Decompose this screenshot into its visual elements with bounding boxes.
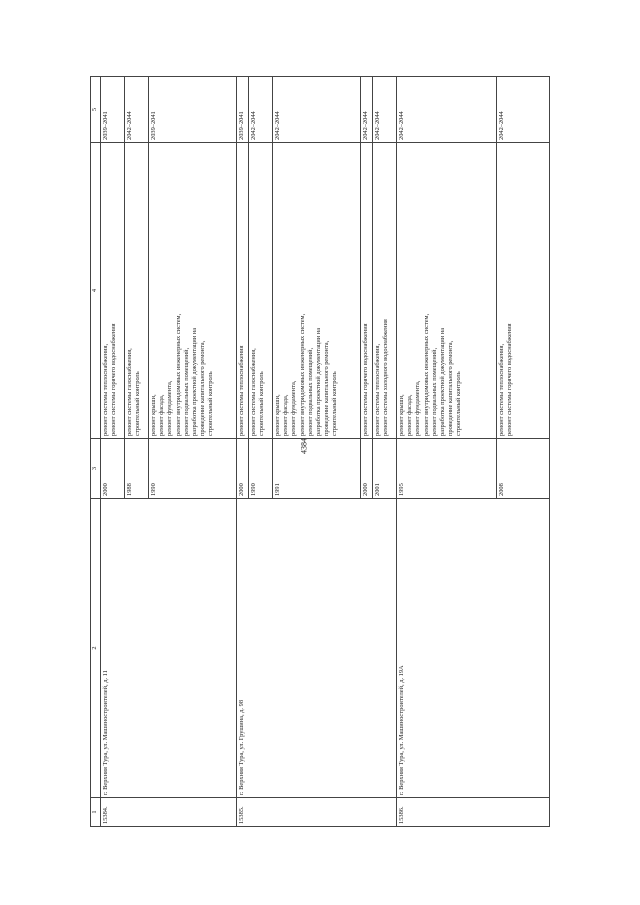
row-period: 2042–2044: [373, 77, 397, 143]
header-col-2: 2: [91, 499, 101, 798]
row-work: ремонт системы газоснабжения, строительный контроль: [125, 143, 149, 439]
page-number-text: 4384: [299, 438, 309, 454]
header-col-3: 3: [91, 439, 101, 499]
row-period: 2042–2044: [397, 77, 497, 143]
row-number: 15384.: [101, 798, 237, 827]
header-col-5: 5: [91, 77, 101, 143]
row-work: ремонт системы газоснабжения, строительный контроль: [249, 143, 273, 439]
row-period: 2042–2044: [497, 77, 550, 143]
table-row: [101, 77, 125, 827]
row-address: г. Верхняя Тура, ул. Машиностроителей, д. 19А: [397, 499, 550, 798]
row-year: 2008: [497, 439, 550, 499]
row-year: 1995: [397, 439, 497, 499]
row-period: 2042–2044: [361, 77, 373, 143]
row-number: 15386.: [397, 798, 550, 827]
row-address: г. Верхняя Тура, ул. Машиностроителей, д. 11: [101, 499, 237, 798]
row-work: ремонт системы теплоснабжения, ремонт системы горячего водоснабжения: [101, 143, 125, 439]
table-row: [237, 77, 249, 827]
row-period: 2039–2041: [237, 77, 249, 143]
repair-schedule-table: [90, 76, 550, 827]
row-year: 2001: [373, 439, 397, 499]
row-work: ремонт системы теплоснабжения, ремонт системы горячего водоснабжения: [497, 143, 550, 439]
row-year: 1988: [125, 439, 149, 499]
row-period: 2042–2044: [273, 77, 361, 143]
row-address: г. Верхняя Тура, ул. Грушина, д. 98: [237, 499, 397, 798]
row-work: ремонт системы горячего водоснабжения: [361, 143, 373, 439]
row-year: 1991: [273, 439, 361, 499]
row-year: 2000: [237, 439, 249, 499]
header-col-1: 1: [91, 798, 101, 827]
row-period: 2042–2044: [249, 77, 273, 143]
row-period: 2042–2044: [125, 77, 149, 143]
row-year: 2000: [361, 439, 373, 499]
header-col-4: 4: [91, 143, 101, 439]
row-year: 1990: [149, 439, 237, 499]
row-work: ремонт системы теплоснабжения: [237, 143, 249, 439]
row-year: 1990: [249, 439, 273, 499]
header-row: [91, 77, 101, 827]
row-year: 2000: [101, 439, 125, 499]
row-period: 2039–2041: [149, 77, 237, 143]
rotated-table-container: [90, 77, 550, 827]
row-work: ремонт крыши, ремонт фасада, ремонт фундамента, ремонт внутридомовых инженерных систем, ремонт подвальных помещений, разработка проектной документации на проведение капитального ремонта, строительный контроль: [149, 143, 237, 439]
row-work: ремонт крыши, ремонт фасада, ремонт фундамента, ремонт внутридомовых инженерных систем, ремонт подвальных помещений, разработка проектной документации на проведение капитального ремонта, строительный контроль: [273, 143, 361, 439]
row-number: 15385.: [237, 798, 397, 827]
table-row: [397, 77, 497, 827]
row-work: ремонт крыши, ремонт фасада, ремонт фундамента, ремонт внутридомовых инженерных систем, ремонт подвальных помещений, разработка проектной документации на проведение капитального ремонта, строительный контроль: [397, 143, 497, 439]
row-period: 2039–2041: [101, 77, 125, 143]
row-work: ремонт системы теплоснабжения, ремонт системы холодного водоснабжения: [373, 143, 397, 439]
